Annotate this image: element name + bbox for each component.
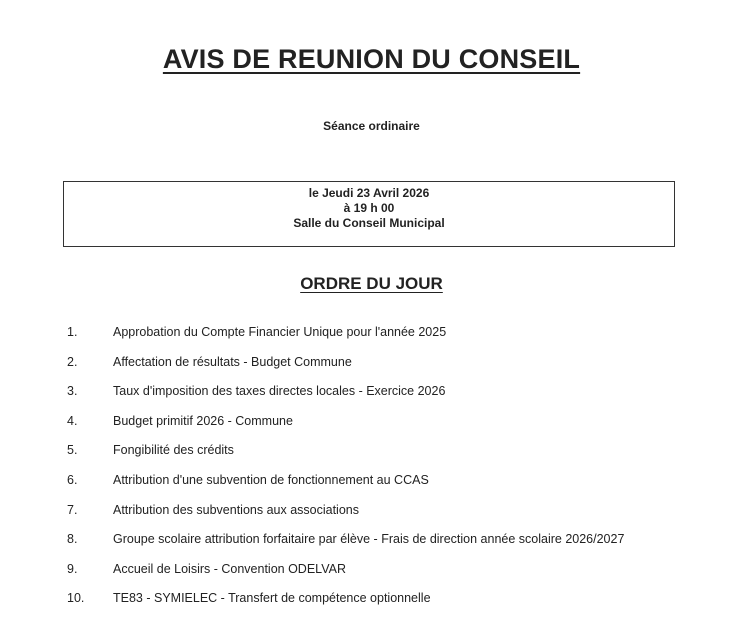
agenda-item-number: 1. [67,325,78,339]
meeting-location: Salle du Conseil Municipal [293,216,445,230]
agenda-item-text: Accueil de Loisirs - Convention ODELVAR [113,561,346,576]
agenda-item-text: Groupe scolaire attribution forfaitaire par élève - Frais de direction année scolaire 2026/2027 [113,532,625,547]
agenda-item-text: Attribution d'une subvention de fonctionnement au CCAS [113,472,429,487]
agenda-item-number: 5. [67,443,78,458]
agenda-item-text: Fongibilité des crédits [113,443,234,458]
page-title: AVIS DE REUNION DU CONSEIL [162,44,581,74]
agenda-item [0,589,743,619]
agenda-item [0,471,743,501]
agenda-item [0,412,743,442]
agenda-item-number: 6. [67,472,78,487]
agenda-item-number: 4. [67,413,78,428]
agenda-item-text: Taux d'imposition des taxes directes locales - Exercice 2026 [113,384,446,399]
agenda-item-number: 2. [67,354,78,369]
agenda-item-text: TE83 - SYMIELEC - Transfert de compétence optionnelle [113,591,431,606]
agenda-item [0,382,743,412]
agenda-item [0,441,743,471]
agenda-item [0,530,743,560]
meeting-info-box [63,181,675,247]
agenda-item-text: Budget primitif 2026 - Commune [113,413,293,428]
agenda-item [0,501,743,531]
agenda-item-text: Attribution des subventions aux associations [113,502,359,517]
agenda-item-number: 9. [67,561,78,576]
meeting-time: à 19 h 00 [343,201,395,215]
agenda-item-number: 3. [67,384,78,399]
agenda-item-number: 7. [67,502,78,517]
agenda-item-text: Approbation du Compte Financier Unique pour l'année 2025 [113,325,447,339]
agenda-item [0,323,743,353]
meeting-date: le Jeudi 23 Avril 2026 [308,186,430,200]
agenda-item-number: 10. [67,591,85,606]
agenda-title: ORDRE DU JOUR [300,274,443,293]
agenda-item-number: 8. [67,532,78,547]
agenda-item [0,353,743,383]
agenda-item [0,560,743,590]
session-type: Séance ordinaire [323,119,420,133]
agenda-item-text: Affectation de résultats - Budget Commune [113,354,352,369]
agenda-list [0,323,743,619]
